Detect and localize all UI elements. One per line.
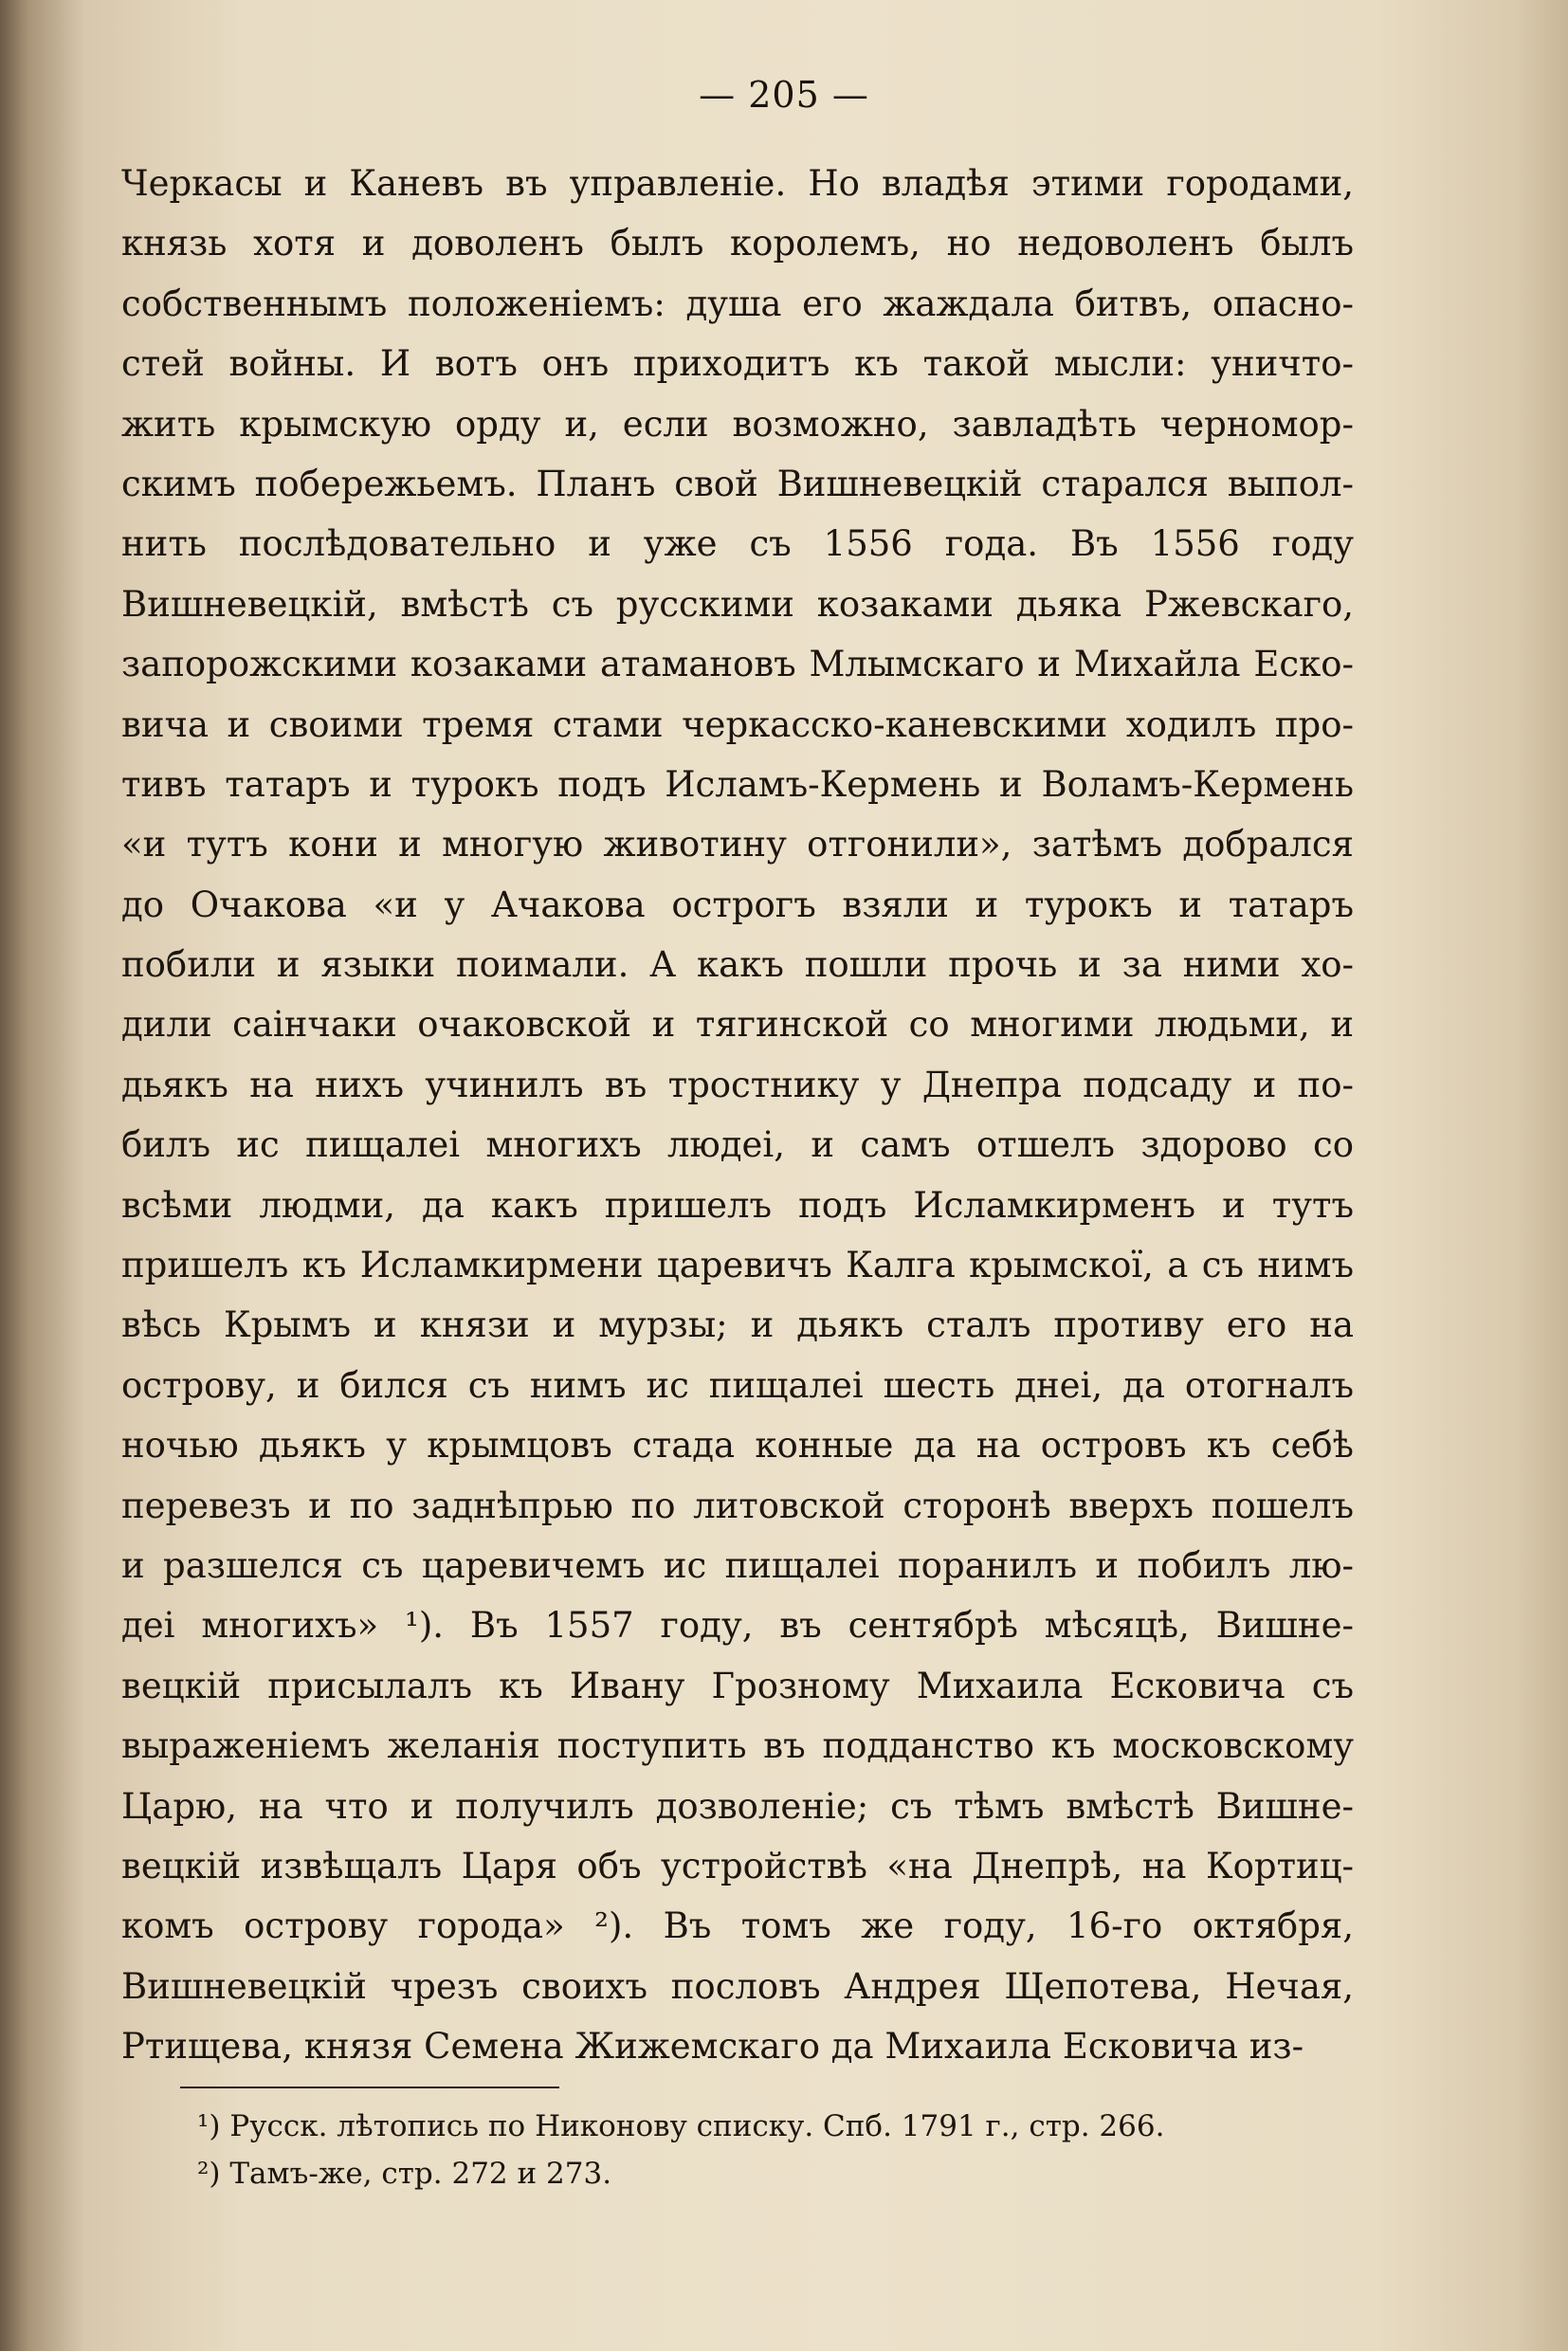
footnote: ¹) Русск. лѣтопись по Никонову списку. Спб. 1791 г., стр. 266. — [197, 2109, 1165, 2143]
text-line: вича и своими тремя стами черкасско-каневскими ходилъ про- — [121, 703, 1354, 745]
text-line: Ртищева, князя Семена Жижемскаго да Михаила Есковича из- — [121, 2026, 1304, 2068]
text-line: ночью дьякъ у крымцовъ стада конные да на островъ къ себѣ — [121, 1425, 1354, 1467]
text-line: «и тутъ кони и многую животину отгонили», затѣмъ добрался — [121, 824, 1354, 866]
main-text — [121, 154, 1354, 2077]
text-line: тивъ татаръ и турокъ подъ Исламъ-Кермень и Воламъ-Кермень — [121, 763, 1354, 805]
text-line: деі многихъ» ¹). Въ 1557 году, въ сентябрѣ мѣсяцѣ, Вишне- — [121, 1605, 1354, 1647]
text-line: острову, и бился съ нимъ ис пищалеі шесть днеі, да отогналъ — [121, 1364, 1354, 1406]
text-line: собственнымъ положеніемъ: душа его жаждала битвъ, опасно- — [121, 282, 1354, 324]
text-line: скимъ побережьемъ. Планъ свой Вишневецкій старался выпол- — [121, 463, 1354, 504]
text-line: Царю, на что и получилъ дозволеніе; съ тѣмъ вмѣстѣ Вишне- — [121, 1785, 1354, 1827]
text-line: Вишневецкій, вмѣстѣ съ русскими козаками дьяка Ржевскаго, — [121, 583, 1354, 625]
text-line: стей войны. И вотъ онъ приходитъ къ такой мысли: уничто- — [121, 343, 1354, 385]
text-line: билъ ис пищалеі многихъ людеі, и самъ отшелъ здорово со — [121, 1124, 1354, 1166]
text-line: вецкій извѣщалъ Царя объ устройствѣ «на Днепрѣ, на Кортиц- — [121, 1845, 1354, 1886]
footnotes — [197, 2103, 1335, 2197]
text-line: вецкій присылалъ къ Ивану Грозному Михаила Есковича съ — [121, 1665, 1354, 1706]
text-line: жить крымскую орду и, если возможно, завладѣть черномор- — [121, 403, 1354, 445]
text-line: побили и языки поимали. А какъ пошли прочь и за ними хо- — [121, 944, 1354, 986]
footnote-divider — [180, 2087, 559, 2088]
text-line: перевезъ и по заднѣпрью по литовской сторонѣ вверхъ пошелъ — [121, 1485, 1354, 1526]
page-number: — 205 — — [699, 74, 869, 116]
text-line: пришелъ къ Исламкирмени царевичъ Калга крымскої, а съ нимъ — [121, 1245, 1354, 1286]
text-line: дьякъ на нихъ учинилъ въ тростнику у Днепра подсаду и по- — [121, 1064, 1354, 1105]
text-line: комъ острову города» ²). Въ томъ же году, 16-го октября, — [121, 1905, 1354, 1947]
text-line: выраженіемъ желанія поступить въ подданство къ московскому — [121, 1725, 1354, 1767]
text-line: запорожскими козаками атамановъ Млымскаго и Михайла Еско- — [121, 644, 1354, 685]
text-line: дили саінчаки очаковской и тягинской со многими людьми, и — [121, 1004, 1354, 1046]
text-line: всѣми людми, да какъ пришелъ подъ Исламкирменъ и тутъ — [121, 1184, 1354, 1226]
text-line: князь хотя и доволенъ былъ королемъ, но недоволенъ былъ — [121, 223, 1354, 264]
text-line: нить послѣдовательно и уже съ 1556 года. Въ 1556 году — [121, 523, 1354, 565]
text-line: до Очакова «и у Ачакова острогъ взяли и турокъ и татаръ — [121, 884, 1354, 925]
text-line: вѣсь Крымъ и князи и мурзы; и дьякъ сталъ противу его на — [121, 1304, 1354, 1346]
text-line: Черкасы и Каневъ въ управленіе. Но владѣя этими городами, — [121, 163, 1354, 204]
text-line: и разшелся съ царевичемъ ис пищалеі поранилъ и побилъ лю- — [121, 1544, 1354, 1586]
text-line: Вишневецкій чрезъ своихъ пословъ Андрея Щепотева, Нечая, — [121, 1965, 1354, 2007]
footnote: ²) Тамъ-же, стр. 272 и 273. — [197, 2157, 612, 2191]
